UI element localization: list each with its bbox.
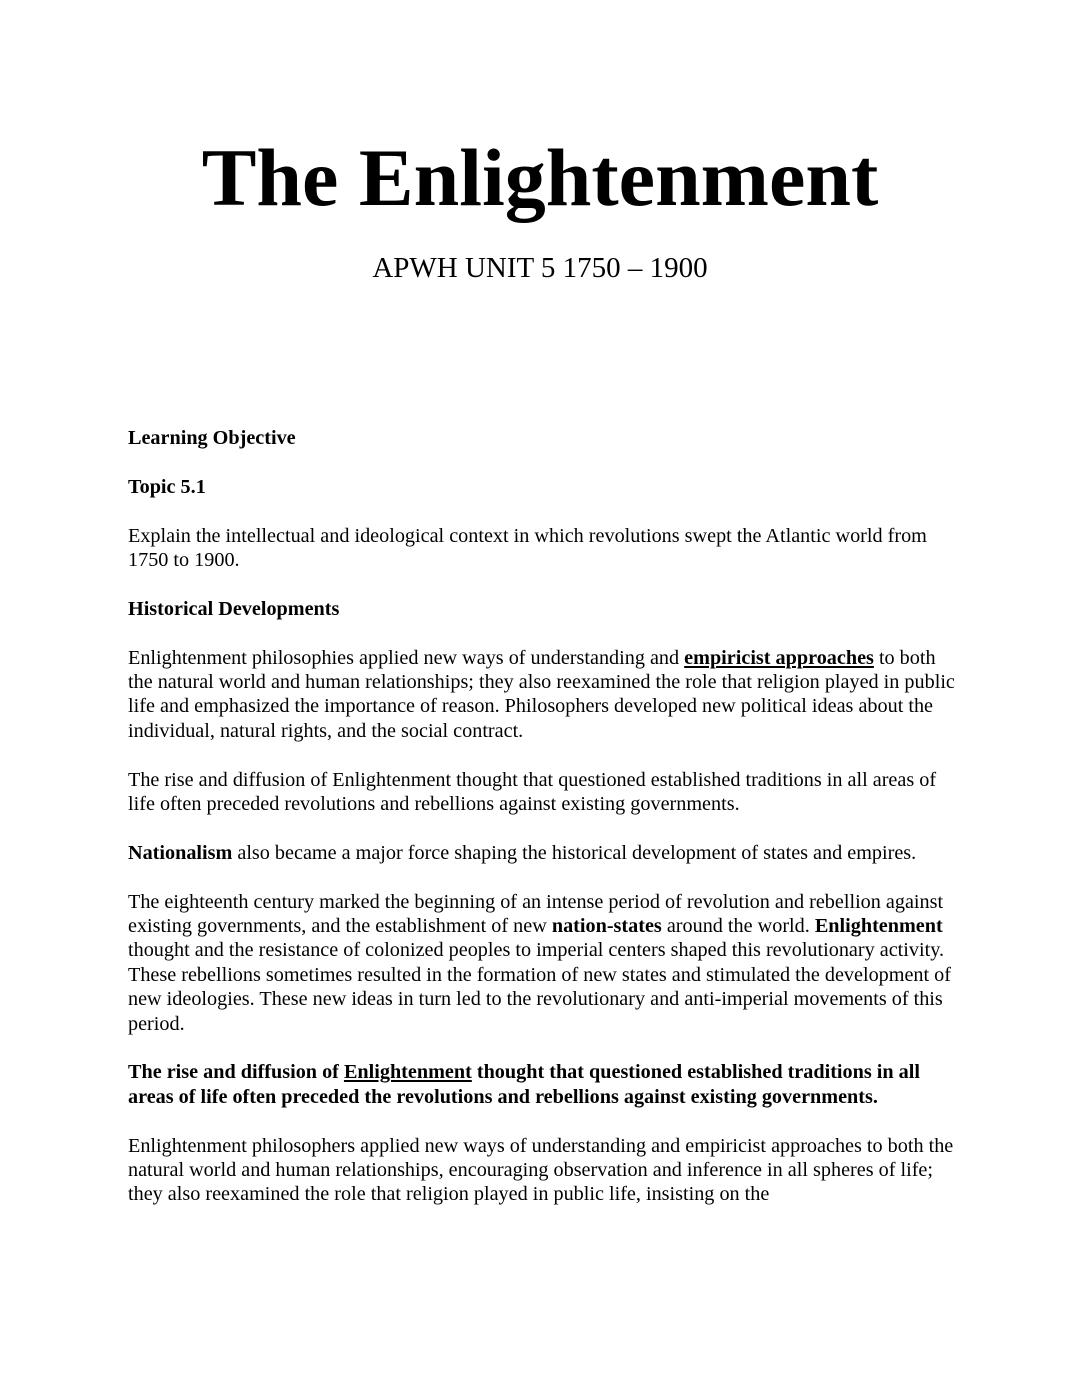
enlightenment-term: Enlightenment [814,915,943,938]
paragraph-philosophers: Enlightenment philosophers applied new ways of understanding and empiricist approaches to both the natural world and human relationships, encouraging observation and inference in all spheres of life; they also reexamined the role that religion played in public life, insisting on the [128,1134,954,1206]
paragraph-text: The eighteenth century marked the beginning of an intense period of revolution and rebellion against existing governments, and the establishment of new [128,890,944,938]
paragraph-enlightenment-philosophies [128,646,958,744]
objective-paragraph: Explain the intellectual and ideological context in which revolutions swept the Atlantic world from 1750 to 1900. [128,524,927,571]
enlightenment-underlined-term: Enlightenment [343,1061,472,1084]
empiricist-approaches-emphasis: empiricist approaches [684,646,874,669]
document-body [128,426,958,1231]
learning-objective-heading: Learning Objective [128,427,296,449]
document-title: The Enlightenment [201,132,879,223]
paragraph-text: around the world. [661,915,815,938]
nationalism-term: Nationalism [128,841,233,864]
paragraph-nationalism [128,841,958,865]
paragraph-text: thought that questioned established traditions in all areas of life often preceded the revolutions and rebellions against existing governments. [128,1061,920,1108]
paragraph-eighteenth-century [128,890,958,1036]
paragraph-key-concept [128,1060,958,1109]
paragraph-text: to both the natural world and human relationships; they also reexamined the role that religion played in public life and emphasized the importance of reason. Philosophers developed new political ideas about the individual, natural rights, and the social contract. [128,646,955,742]
paragraph-text: also became a major force shaping the historical development of states and empires. [232,841,917,864]
historical-developments-heading: Historical Developments [128,597,340,620]
nation-states-term: nation-states [551,915,662,938]
paragraph-text: Enlightenment philosophies applied new ways of understanding and [128,646,685,669]
topic-heading: Topic 5.1 [128,475,206,498]
document-subtitle: APWH UNIT 5 1750 – 1900 [372,252,708,284]
paragraph-rise-diffusion: The rise and diffusion of Enlightenment thought that questioned established traditions in all areas of life often preceded revolutions and rebellions against existing governments. [128,768,937,816]
paragraph-text: The rise and diffusion of [128,1061,344,1084]
paragraph-text: thought and the resistance of colonized peoples to imperial centers shaped this revolutionary activity. These rebellions sometimes resulted in the formation of new states and stimulated the development of new ideologies. These new ideas in turn led to the revolutionary and anti-imperial movements of this period. [128,939,951,1035]
